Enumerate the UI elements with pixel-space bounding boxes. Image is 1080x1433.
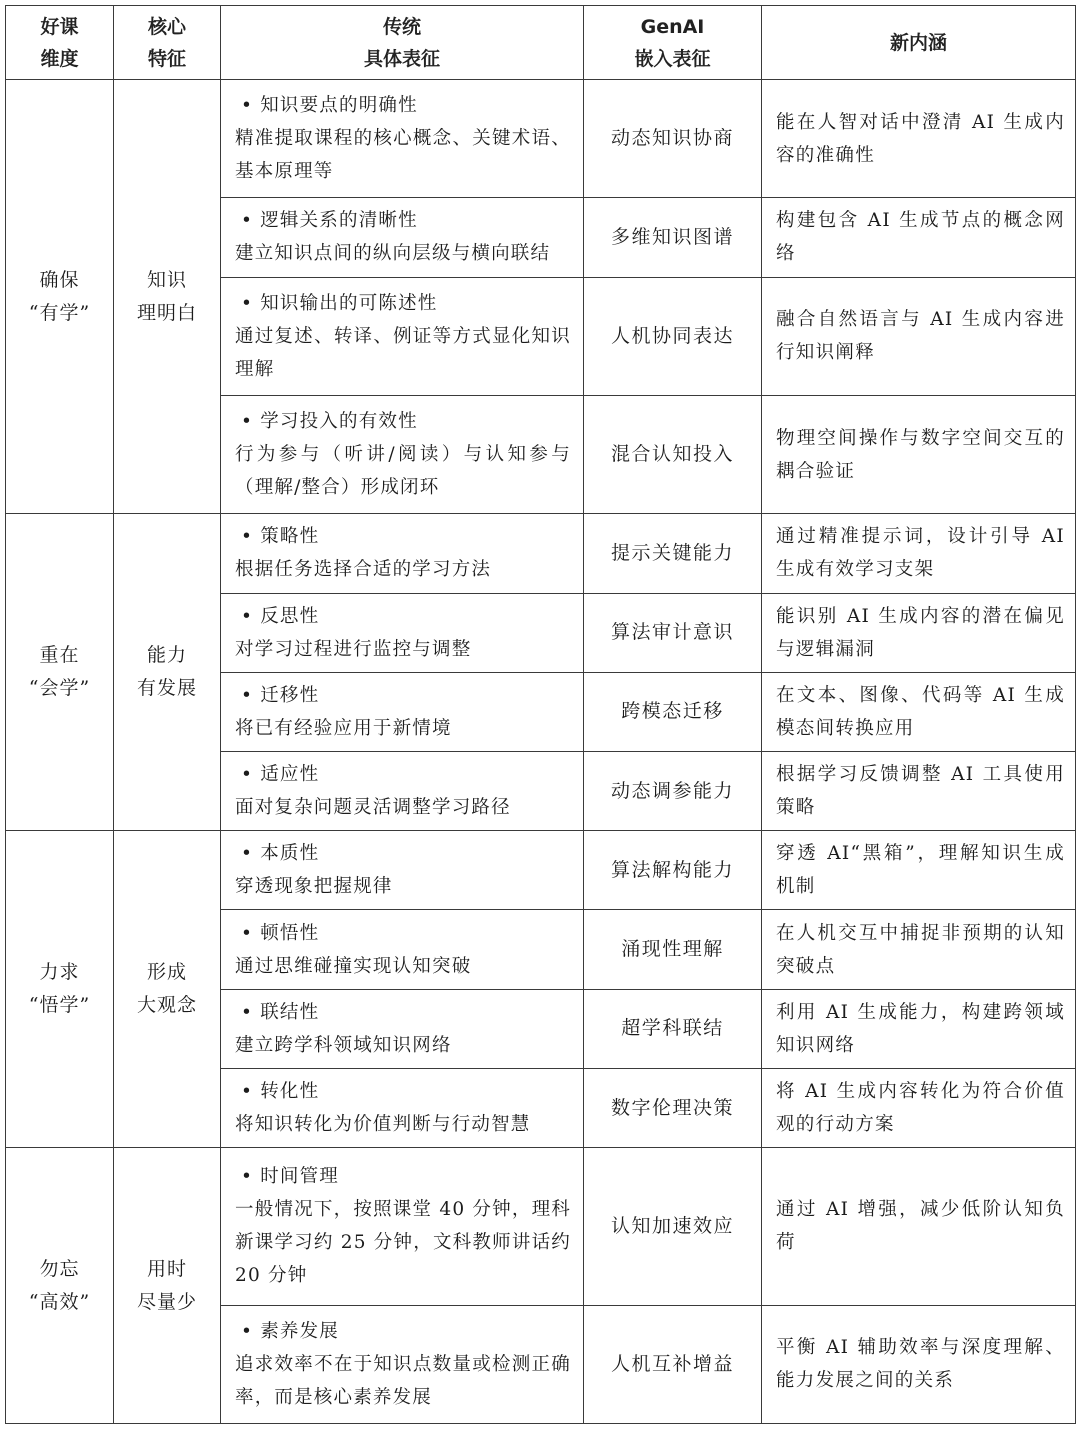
core-line2: 大观念 bbox=[136, 994, 197, 1017]
traditional-cell bbox=[221, 514, 584, 593]
traditional-cell bbox=[221, 593, 584, 672]
header-genai bbox=[584, 6, 762, 80]
genai-cell: 人机协同表达 bbox=[584, 277, 762, 395]
traditional-cell bbox=[221, 277, 584, 395]
header-traditional bbox=[221, 6, 584, 80]
genai-cell: 提示关键能力 bbox=[584, 514, 762, 593]
header-new-meaning-text: 新内涵 bbox=[889, 31, 947, 54]
genai-cell: 认知加速效应 bbox=[584, 1148, 762, 1305]
dimension-line2: “有学” bbox=[28, 301, 91, 324]
header-traditional-line1: 传统 bbox=[382, 15, 421, 38]
table-row bbox=[6, 831, 1076, 910]
traditional-title: • 反思性 bbox=[241, 605, 320, 627]
table-row bbox=[6, 80, 1076, 198]
genai-cell: 数字伦理决策 bbox=[584, 1068, 762, 1147]
new-meaning-cell: 在人机交互中捕捉非预期的认知突破点 bbox=[762, 910, 1076, 989]
header-new-meaning bbox=[762, 6, 1076, 80]
traditional-desc: 建立知识点间的纵向层级与横向联结 bbox=[235, 243, 551, 265]
dimension-line2: “悟学” bbox=[28, 994, 91, 1017]
new-meaning-cell: 穿透 AI“黑箱”，理解知识生成机制 bbox=[762, 831, 1076, 910]
table-row bbox=[6, 1148, 1076, 1305]
traditional-desc: 根据任务选择合适的学习方法 bbox=[235, 559, 492, 581]
genai-cell: 算法解构能力 bbox=[584, 831, 762, 910]
new-meaning-cell: 将 AI 生成内容转化为符合价值观的行动方案 bbox=[762, 1068, 1076, 1147]
core-feature-cell bbox=[114, 1148, 221, 1424]
traditional-cell bbox=[221, 910, 584, 989]
traditional-cell bbox=[221, 831, 584, 910]
header-dimension-line1: 好课 bbox=[40, 15, 79, 38]
traditional-desc: 追求效率不在于知识点数量或检测正确率，而是核心素养发展 bbox=[235, 1353, 571, 1408]
table-row bbox=[6, 514, 1076, 593]
header-core-line1: 核心 bbox=[147, 15, 186, 38]
new-meaning-cell: 物理空间操作与数字空间交互的耦合验证 bbox=[762, 395, 1076, 513]
core-feature-cell bbox=[114, 80, 221, 514]
traditional-cell bbox=[221, 1148, 584, 1305]
header-row bbox=[6, 6, 1076, 80]
genai-cell: 跨模态迁移 bbox=[584, 672, 762, 751]
dimension-cell bbox=[6, 1148, 114, 1424]
new-meaning-cell: 构建包含 AI 生成节点的概念网络 bbox=[762, 198, 1076, 277]
genai-cell: 动态调参能力 bbox=[584, 751, 762, 830]
traditional-desc: 将知识转化为价值判断与行动智慧 bbox=[235, 1114, 531, 1136]
core-line2: 理明白 bbox=[136, 301, 197, 324]
new-meaning-cell: 通过 AI 增强，减少低阶认知负荷 bbox=[762, 1148, 1076, 1305]
new-meaning-cell: 通过精准提示词，设计引导 AI 生成有效学习支架 bbox=[762, 514, 1076, 593]
new-meaning-cell: 能识别 AI 生成内容的潜在偏见与逻辑漏洞 bbox=[762, 593, 1076, 672]
dimension-line2: “会学” bbox=[28, 677, 91, 700]
traditional-desc: 将已有经验应用于新情境 bbox=[235, 717, 452, 739]
new-meaning-cell: 根据学习反馈调整 AI 工具使用策略 bbox=[762, 751, 1076, 830]
genai-cell: 算法审计意识 bbox=[584, 593, 762, 672]
traditional-title: • 知识输出的可陈述性 bbox=[241, 292, 438, 314]
header-dimension-line2: 维度 bbox=[40, 47, 79, 70]
dimension-cell bbox=[6, 831, 114, 1148]
traditional-cell bbox=[221, 989, 584, 1068]
traditional-title: • 时间管理 bbox=[241, 1166, 339, 1188]
traditional-desc: 穿透现象把握规律 bbox=[235, 876, 393, 898]
traditional-cell bbox=[221, 1068, 584, 1147]
core-feature-cell bbox=[114, 514, 221, 831]
traditional-desc: 建立跨学科领域知识网络 bbox=[235, 1034, 452, 1056]
traditional-desc: 精准提取课程的核心概念、关键术语、基本原理等 bbox=[235, 128, 571, 183]
traditional-cell bbox=[221, 751, 584, 830]
traditional-desc: 通过思维碰撞实现认知突破 bbox=[235, 955, 472, 977]
genai-cell: 人机互补增益 bbox=[584, 1305, 762, 1423]
traditional-title: • 适应性 bbox=[241, 764, 320, 786]
header-genai-line1: GenAI bbox=[640, 15, 705, 38]
dimension-line2: “高效” bbox=[28, 1290, 91, 1313]
core-line2: 尽量少 bbox=[136, 1290, 197, 1313]
traditional-title: • 学习投入的有效性 bbox=[241, 411, 418, 433]
new-meaning-cell: 利用 AI 生成能力，构建跨领域知识网络 bbox=[762, 989, 1076, 1068]
genai-cell: 动态知识协商 bbox=[584, 80, 762, 198]
header-core bbox=[114, 6, 221, 80]
table-body bbox=[6, 80, 1076, 1424]
curriculum-table bbox=[5, 5, 1076, 1424]
traditional-cell bbox=[221, 198, 584, 277]
traditional-title: • 策略性 bbox=[241, 526, 320, 548]
core-line1: 知识 bbox=[146, 268, 187, 291]
core-line1: 用时 bbox=[146, 1257, 187, 1280]
traditional-desc: 对学习过程进行监控与调整 bbox=[235, 638, 472, 660]
core-line1: 形成 bbox=[146, 961, 187, 984]
header-traditional-line2: 具体表征 bbox=[363, 47, 440, 70]
traditional-title: • 素养发展 bbox=[241, 1320, 339, 1342]
traditional-title: • 联结性 bbox=[241, 1001, 320, 1023]
traditional-cell bbox=[221, 80, 584, 198]
core-line2: 有发展 bbox=[136, 677, 197, 700]
dimension-line1: 确保 bbox=[39, 268, 80, 291]
traditional-title: • 本质性 bbox=[241, 843, 320, 865]
new-meaning-cell: 能在人智对话中澄清 AI 生成内容的准确性 bbox=[762, 80, 1076, 198]
traditional-desc: 行为参与（听讲/阅读）与认知参与（理解/整合）形成闭环 bbox=[235, 444, 571, 499]
genai-cell: 混合认知投入 bbox=[584, 395, 762, 513]
new-meaning-cell: 在文本、图像、代码等 AI 生成模态间转换应用 bbox=[762, 672, 1076, 751]
traditional-desc: 通过复述、转译、例证等方式显化知识理解 bbox=[235, 325, 571, 380]
dimension-cell bbox=[6, 514, 114, 831]
traditional-desc: 一般情况下，按照课堂 40 分钟，理科新课学习约 25 分钟，文科教师讲话约 20 分钟 bbox=[235, 1199, 571, 1287]
header-dimension bbox=[6, 6, 114, 80]
traditional-title: • 逻辑关系的清晰性 bbox=[241, 210, 418, 232]
traditional-cell bbox=[221, 672, 584, 751]
new-meaning-cell: 平衡 AI 辅助效率与深度理解、能力发展之间的关系 bbox=[762, 1305, 1076, 1423]
dimension-line1: 力求 bbox=[39, 961, 80, 984]
traditional-title: • 顿悟性 bbox=[241, 922, 320, 944]
core-line1: 能力 bbox=[146, 644, 187, 667]
genai-cell: 涌现性理解 bbox=[584, 910, 762, 989]
dimension-line1: 重在 bbox=[39, 644, 80, 667]
dimension-cell bbox=[6, 80, 114, 514]
new-meaning-cell: 融合自然语言与 AI 生成内容进行知识阐释 bbox=[762, 277, 1076, 395]
genai-cell: 超学科联结 bbox=[584, 989, 762, 1068]
dimension-line1: 勿忘 bbox=[39, 1257, 80, 1280]
traditional-cell bbox=[221, 395, 584, 513]
traditional-title: • 转化性 bbox=[241, 1081, 320, 1103]
traditional-desc: 面对复杂问题灵活调整学习路径 bbox=[235, 797, 511, 819]
traditional-cell bbox=[221, 1305, 584, 1423]
traditional-title: • 迁移性 bbox=[241, 684, 320, 706]
traditional-title: • 知识要点的明确性 bbox=[241, 95, 418, 117]
header-core-line2: 特征 bbox=[147, 47, 186, 70]
genai-cell: 多维知识图谱 bbox=[584, 198, 762, 277]
header-genai-line2: 嵌入表征 bbox=[634, 47, 711, 70]
core-feature-cell bbox=[114, 831, 221, 1148]
